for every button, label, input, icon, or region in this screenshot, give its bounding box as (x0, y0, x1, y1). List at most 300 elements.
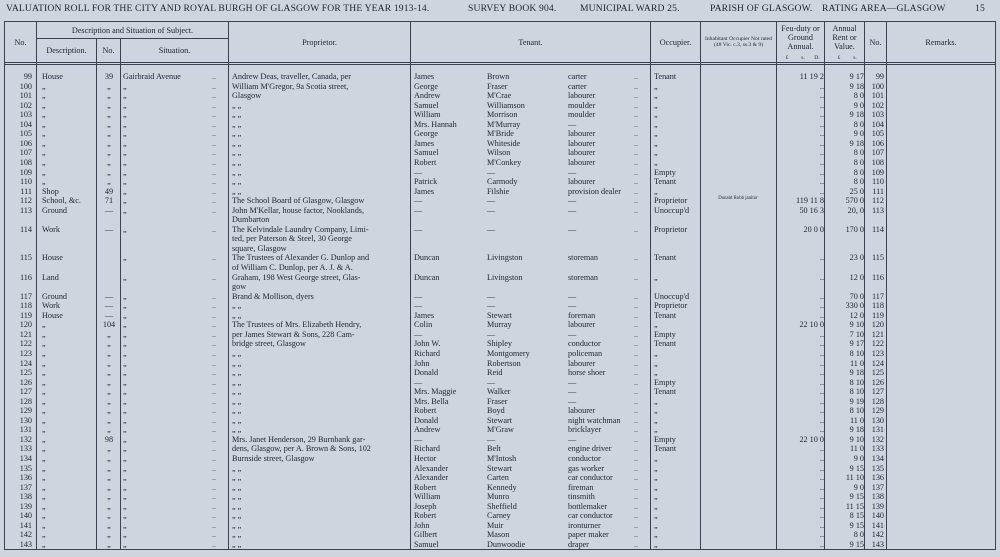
table-row (0, 359, 1000, 369)
description: „ (42, 358, 46, 368)
tenant-first-name: Patrick (414, 177, 438, 187)
entry-number: 107 (19, 148, 32, 158)
table-row (0, 215, 1000, 225)
tenant-occupation: draper (568, 539, 589, 549)
entry-number-right: 126 (871, 377, 884, 387)
table-row (0, 225, 1000, 235)
tenant-surname: Carmody (487, 177, 518, 187)
tenant-first-name: Hector (414, 454, 437, 463)
entry-number-right: 99 (875, 72, 884, 81)
leader-dots: .. (212, 320, 217, 330)
description: „ (42, 148, 46, 158)
tenant-occupation: labourer (568, 406, 596, 416)
table-row (0, 378, 1000, 388)
entry-number: 135 (19, 463, 32, 473)
feu-duty: .. (819, 119, 824, 129)
street-number: „ (107, 454, 111, 463)
situation: „ (123, 387, 127, 397)
annual-rent: 8 15 (849, 511, 864, 521)
situation: „ (123, 301, 127, 311)
entry-number: 117 (20, 291, 32, 301)
description: Ground (42, 291, 68, 301)
proprietor: square, Glasgow (232, 243, 287, 253)
occupier: „ (654, 482, 658, 492)
street-number: „ (107, 100, 111, 110)
annual-rent: 9 18 (849, 81, 864, 91)
occupier: „ (654, 425, 658, 435)
feu-duty: .. (819, 177, 824, 187)
proprietor: „ „ (232, 368, 242, 378)
description: „ (42, 454, 46, 463)
occupier: „ (654, 501, 658, 511)
leader-dots: .. (634, 291, 639, 301)
proprietor: „ „ (232, 539, 242, 549)
entry-number-right: 105 (871, 129, 884, 139)
leader-dots: .. (212, 129, 217, 139)
proprietor: ted, per Paterson & Steel, 30 George (232, 234, 352, 244)
table-row (0, 416, 1000, 426)
tenant-surname: M'Graw (487, 425, 514, 435)
street-number: „ (107, 348, 111, 358)
tenant-first-name: Donald (414, 415, 439, 425)
tenant-occupation: — (568, 119, 577, 129)
entry-number: 101 (19, 91, 32, 101)
tenant-surname: Stewart (487, 310, 513, 320)
annual-rent: 70 0 (849, 291, 864, 301)
header-proprietor: Proprietor. (302, 37, 337, 47)
leader-dots: .. (634, 186, 639, 196)
entry-number-right: 118 (872, 301, 884, 311)
annual-rent: 9 0 (853, 454, 864, 463)
table-row (0, 273, 1000, 283)
entry-number: 100 (19, 81, 32, 91)
entry-number-right: 129 (871, 406, 884, 416)
street-number: „ (107, 396, 111, 406)
entry-number: 123 (19, 348, 32, 358)
description: School, &c. (42, 196, 81, 206)
annual-rent: 9 17 (849, 339, 864, 349)
occupier: Proprietor (654, 224, 688, 234)
proprietor: „ „ (232, 520, 242, 530)
street-number: „ (107, 339, 111, 349)
tenant-first-name: John W. (414, 339, 441, 349)
leader-dots: .. (634, 253, 639, 263)
street-number: „ (107, 539, 111, 549)
street-number: — (104, 301, 114, 311)
tenant-surname: Whiteside (487, 138, 521, 148)
proprietor: Andrew Deas, traveller, Canada, per (232, 72, 352, 81)
tenant-occupation: — (568, 291, 577, 301)
tenant-first-name: — (414, 224, 423, 234)
tenant-first-name: — (414, 167, 423, 177)
tenant-occupation: horse shoer (568, 368, 606, 378)
leader-dots: .. (212, 396, 217, 406)
leader-dots: .. (212, 406, 217, 416)
tenant-occupation: paper maker (568, 530, 609, 540)
proprietor: „ „ (232, 119, 242, 129)
leader-dots: .. (634, 368, 639, 378)
proprietor: „ „ (232, 377, 242, 387)
leader-dots: .. (634, 482, 639, 492)
feu-pence-label: D. (814, 54, 820, 61)
description: „ (42, 339, 46, 349)
description: „ (42, 415, 46, 425)
occupier: „ (654, 110, 658, 120)
situation: „ (123, 138, 127, 148)
entry-number: 124 (19, 358, 32, 368)
description: „ (42, 320, 46, 330)
rating-area: RATING AREA—GLASGOW (822, 3, 946, 14)
entry-number-right: 136 (871, 473, 884, 483)
tenant-surname: Williamson (487, 100, 525, 110)
table-row (0, 120, 1000, 130)
tenant-surname: Murray (487, 320, 512, 330)
annual-rent: 11 0 (849, 358, 864, 368)
table-row (0, 91, 1000, 101)
leader-dots: .. (634, 301, 639, 311)
occupier: Proprietor (654, 301, 688, 311)
leader-dots: .. (634, 72, 639, 81)
leader-dots: .. (212, 368, 217, 378)
header-number: No. (102, 46, 115, 55)
annual-rent: 9 15 (849, 492, 864, 502)
tenant-first-name: James (414, 72, 435, 81)
leader-dots: .. (212, 454, 217, 463)
entry-number-right: 130 (871, 415, 884, 425)
proprietor: „ „ (232, 358, 242, 368)
roll-title: VALUATION ROLL FOR THE CITY AND ROYAL BURGH OF GLASGOW FOR THE YEAR 1913-14. (6, 3, 430, 14)
entry-number: 108 (19, 157, 32, 167)
situation: „ (123, 320, 127, 330)
leader-dots: .. (212, 463, 217, 473)
proprietor: „ „ (232, 492, 242, 502)
leader-dots: .. (212, 387, 217, 397)
leader-dots: .. (212, 434, 217, 444)
street-number: — (104, 291, 114, 301)
situation: „ (123, 454, 127, 463)
entry-number-right: 124 (871, 358, 884, 368)
feu-duty: 50 16 3 (799, 205, 824, 215)
leader-dots: .. (212, 167, 217, 177)
entry-number-right: 125 (871, 368, 884, 378)
tenant-first-name: George (414, 81, 438, 91)
tenant-occupation: — (568, 196, 577, 206)
entry-number: 111 (20, 186, 32, 196)
feu-duty: .. (819, 129, 824, 139)
proprietor: The Trustees of Mrs. Elizabeth Hendry, (232, 320, 362, 330)
feu-duty: .. (819, 473, 824, 483)
occupier: „ (654, 81, 658, 91)
entry-number: 140 (19, 511, 32, 521)
description: „ (42, 511, 46, 521)
annual-rent: 8 0 (853, 177, 864, 187)
tenant-first-name: Duncan (414, 272, 440, 282)
situation: „ (123, 339, 127, 349)
entry-number-right: 117 (872, 291, 884, 301)
proprietor: John M'Kellar, house factor, Nooklands, (232, 205, 365, 215)
proprietor: per James Stewart & Sons, 228 Cam- (232, 329, 355, 339)
table-row (0, 349, 1000, 359)
annual-rent: 9 15 (849, 539, 864, 549)
tenant-surname: Mason (487, 530, 510, 540)
proprietor: „ „ (232, 310, 242, 320)
proprietor: Brand & Mollison, dyers (232, 291, 314, 301)
tenant-occupation: car conductor (568, 473, 613, 483)
table-row (0, 483, 1000, 493)
leader-dots: .. (212, 310, 217, 320)
leader-dots: .. (634, 530, 639, 540)
tenant-surname: Dunwoodie (487, 539, 526, 549)
entry-number-right: 109 (871, 167, 884, 177)
leader-dots: .. (634, 358, 639, 368)
description: „ (42, 368, 46, 378)
description: „ (42, 138, 46, 148)
street-number: „ (107, 329, 111, 339)
proprietor: „ „ (232, 473, 242, 483)
leader-dots: .. (212, 186, 217, 196)
situation: „ (123, 291, 127, 301)
rent-pounds-label: £ (837, 54, 841, 61)
leader-dots: .. (212, 224, 217, 234)
street-number: 104 (102, 320, 116, 330)
situation: „ (123, 444, 127, 454)
annual-rent: 25 0 (849, 186, 864, 196)
feu-duty: .. (819, 339, 824, 349)
tenant-occupation: storeman (568, 253, 599, 263)
annual-rent: 9 15 (849, 463, 864, 473)
entry-number: 125 (19, 368, 32, 378)
table-row (0, 244, 1000, 254)
leader-dots: .. (634, 110, 639, 120)
leader-dots: .. (634, 454, 639, 463)
proprietor: „ „ (232, 482, 242, 492)
feu-duty: .. (819, 291, 824, 301)
description: „ (42, 167, 46, 177)
annual-rent: 9 0 (853, 129, 864, 139)
leader-dots: .. (212, 91, 217, 101)
situation: „ (123, 100, 127, 110)
entry-number: 139 (19, 501, 32, 511)
tenant-surname: Shipley (487, 339, 513, 349)
situation: „ (123, 272, 127, 282)
situation: „ (123, 224, 127, 234)
tenant-occupation: — (568, 224, 577, 234)
leader-dots: .. (212, 473, 217, 483)
entry-number: 129 (19, 406, 32, 416)
entry-number-right: 101 (871, 91, 884, 101)
tenant-occupation: — (568, 167, 577, 177)
feu-duty: .. (819, 463, 824, 473)
tenant-occupation: gas worker (568, 463, 605, 473)
occupier: „ (654, 463, 658, 473)
leader-dots: .. (212, 539, 217, 549)
tenant-occupation: labourer (568, 129, 596, 139)
header-no: No. (14, 37, 27, 47)
leader-dots: .. (634, 396, 639, 406)
street-number: „ (107, 482, 111, 492)
header-remarks: Remarks. (925, 37, 957, 47)
tenant-occupation: tinsmith (568, 492, 595, 502)
proprietor: „ „ (232, 425, 242, 435)
tenant-surname: Belt (487, 444, 501, 454)
header-situation: Situation. (158, 46, 191, 55)
feu-duty: 22 10 0 (799, 434, 824, 444)
proprietor: bridge street, Glasgow (232, 339, 306, 349)
leader-dots: .. (212, 444, 217, 454)
street-number: „ (107, 129, 111, 139)
leader-dots: .. (634, 272, 639, 282)
proprietor: „ „ (232, 129, 242, 139)
annual-rent: 8 0 (853, 167, 864, 177)
description: „ (42, 492, 46, 502)
table-row (0, 148, 1000, 158)
tenant-surname: Kennedy (487, 482, 517, 492)
occupier: Tenant (654, 339, 677, 349)
annual-rent: 9 18 (849, 425, 864, 435)
proprietor: „ „ (232, 186, 242, 196)
entry-number: 142 (19, 530, 32, 540)
proprietor: Dumbarton (232, 215, 270, 225)
table-row (0, 454, 1000, 464)
street-number: „ (107, 358, 111, 368)
feu-duty: .. (819, 348, 824, 358)
occupier: Tenant (654, 72, 677, 81)
entry-number: 137 (19, 482, 32, 492)
situation: „ (123, 406, 127, 416)
description: Shop (42, 186, 59, 196)
table-row (0, 320, 1000, 330)
street-number: „ (107, 368, 111, 378)
table-row (0, 464, 1000, 474)
description: „ (42, 406, 46, 416)
occupier: „ (654, 138, 658, 148)
entry-number-right: 134 (871, 454, 884, 463)
street-number: „ (107, 377, 111, 387)
street-number: — (104, 205, 114, 215)
street-number: „ (107, 425, 111, 435)
tenant-surname: — (487, 377, 496, 387)
occupier: „ (654, 119, 658, 129)
entry-number: 141 (19, 520, 32, 530)
tenant-first-name: Robert (414, 511, 437, 521)
leader-dots: .. (634, 81, 639, 91)
tenant-occupation: bricklayer (568, 425, 602, 435)
inhabitant-occupier: Donald Robb janitor (718, 196, 758, 202)
street-number: „ (107, 167, 111, 177)
tenant-occupation: — (568, 205, 577, 215)
description: „ (42, 110, 46, 120)
feu-duty: .. (819, 91, 824, 101)
situation: „ (123, 157, 127, 167)
description: „ (42, 157, 46, 167)
leader-dots: .. (634, 339, 639, 349)
leader-dots: .. (212, 329, 217, 339)
tenant-surname: Livingston (487, 253, 523, 263)
tenant-occupation: — (568, 329, 577, 339)
leader-dots: .. (634, 444, 639, 454)
annual-rent: 8 10 (849, 377, 864, 387)
annual-rent: 9 0 (853, 482, 864, 492)
proprietor: „ „ (232, 177, 242, 187)
entry-number-right: 119 (872, 310, 884, 320)
table-row (0, 158, 1000, 168)
tenant-surname: — (487, 196, 496, 206)
occupier: „ (654, 415, 658, 425)
leader-dots: .. (634, 148, 639, 158)
entry-number-right: 138 (871, 492, 884, 502)
tenant-surname: M'Crae (487, 91, 512, 101)
tenant-surname: Filshie (487, 186, 510, 196)
proprietor: Glasgow (232, 91, 262, 101)
occupier: „ (654, 454, 658, 463)
situation: „ (123, 110, 127, 120)
feu-duty: .. (819, 167, 824, 177)
tenant-surname: Carney (487, 511, 511, 521)
proprietor: The Trustees of Alexander G. Dunlop and (232, 253, 370, 263)
description: „ (42, 329, 46, 339)
tenant-occupation: policeman (568, 348, 603, 358)
leader-dots: .. (634, 157, 639, 167)
entry-number-right: 133 (871, 444, 884, 454)
street-number: „ (107, 110, 111, 120)
occupier: Empty (654, 329, 676, 339)
occupier: „ (654, 358, 658, 368)
tenant-surname: Sheffield (487, 501, 517, 511)
feu-duty: .. (819, 415, 824, 425)
leader-dots: .. (212, 148, 217, 158)
occupier: „ (654, 406, 658, 416)
entry-number-right: 139 (871, 501, 884, 511)
tenant-first-name: George (414, 129, 438, 139)
feu-duty: .. (819, 482, 824, 492)
tenant-occupation: — (568, 387, 577, 397)
situation: „ (123, 253, 127, 263)
street-number: 98 (104, 434, 114, 444)
table-row (0, 492, 1000, 502)
situation: „ (123, 501, 127, 511)
description: „ (42, 539, 46, 549)
annual-rent: 9 18 (849, 368, 864, 378)
tenant-occupation: engine driver (568, 444, 612, 454)
situation: „ (123, 463, 127, 473)
description: „ (42, 387, 46, 397)
proprietor: Mrs. Janet Henderson, 29 Burnbank gar- (232, 434, 366, 444)
proprietor: Burnside street, Glasgow (232, 454, 315, 463)
tenant-first-name: — (414, 205, 423, 215)
tenant-surname: Fraser (487, 396, 508, 406)
situation: „ (123, 148, 127, 158)
tenant-surname: Brown (487, 72, 510, 81)
feu-duty: .. (819, 100, 824, 110)
entry-number: 133 (19, 444, 32, 454)
tenant-first-name: Samuel (414, 100, 439, 110)
tenant-occupation: fireman (568, 482, 594, 492)
tenant-surname: Walker (487, 387, 511, 397)
tenant-first-name: William (414, 492, 441, 502)
description: „ (42, 473, 46, 483)
occupier: Tenant (654, 387, 677, 397)
entry-number: 118 (20, 301, 32, 311)
street-number: „ (107, 148, 111, 158)
entry-number-right: 142 (871, 530, 884, 540)
description: „ (42, 119, 46, 129)
table-row (0, 330, 1000, 340)
leader-dots: .. (212, 272, 217, 282)
feu-duty: .. (819, 358, 824, 368)
entry-number: 126 (19, 377, 32, 387)
entry-number: 134 (19, 454, 32, 463)
leader-dots: .. (212, 511, 217, 521)
